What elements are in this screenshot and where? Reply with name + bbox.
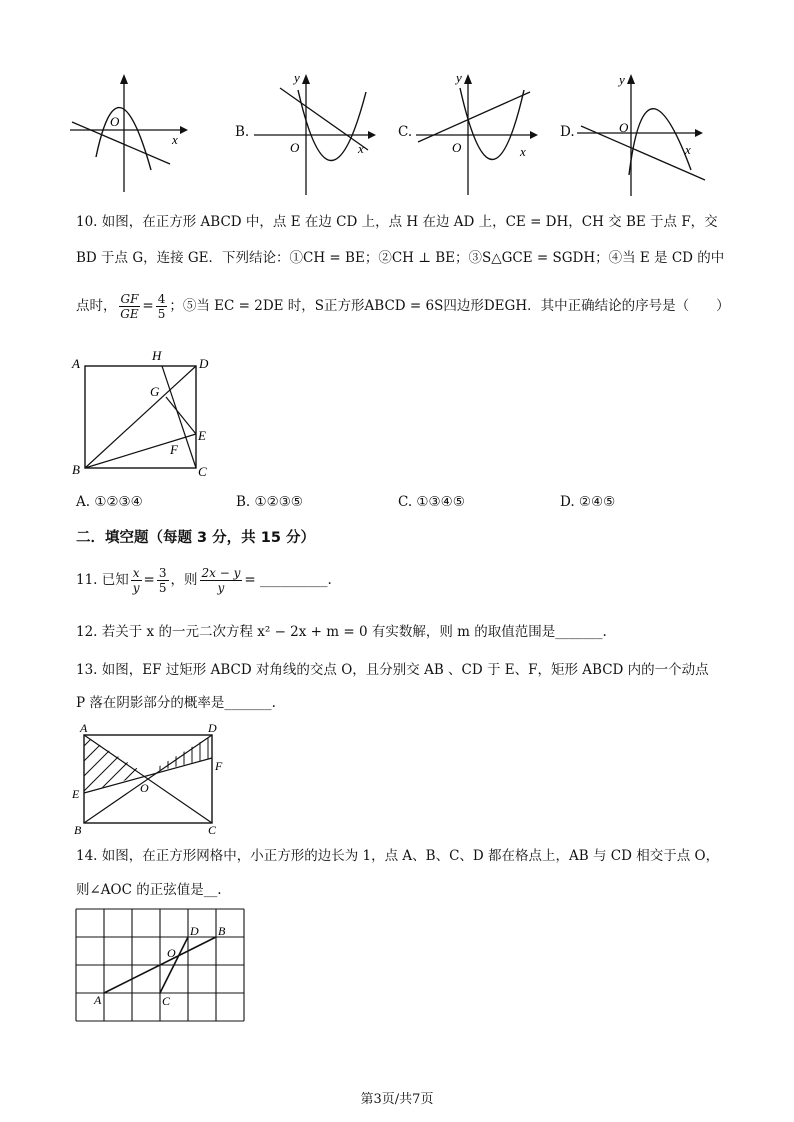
- q10-option-b: B. ①②③⑤: [236, 494, 303, 510]
- q13-label-d: D: [208, 721, 217, 735]
- q10-line-3-prefix: 点时，: [76, 298, 117, 314]
- q9d-y-label: y: [619, 72, 625, 87]
- page-footer: 第3页/共7页: [360, 1092, 434, 1107]
- q9-option-c: C.: [398, 124, 413, 140]
- q9c-x-label: x: [520, 144, 526, 159]
- q9-graph-d: [573, 70, 711, 200]
- q11-f3-num: 2x − y: [201, 566, 241, 580]
- q10-line-2: BD 于点 G，连接 GE．下列结论：①CH = BE；②CH ⊥ BE；③S△GCE = SGDH；④当 E 是 CD 的中: [76, 250, 725, 266]
- q10-frac1-num: GF: [120, 292, 139, 306]
- q9-option-b: B.: [235, 124, 250, 140]
- q10-label-f: F: [170, 442, 178, 457]
- q10-fraction-4-5: [156, 292, 168, 321]
- q10-option-d: D. ②④⑤: [560, 494, 616, 510]
- q9-option-d: D.: [560, 124, 575, 140]
- q11-fraction-x-y: [131, 566, 142, 595]
- q10-figure-square: [70, 346, 220, 482]
- q10-frac1-den: GE: [120, 307, 139, 321]
- q9-graph-c: [412, 70, 547, 198]
- q11-f3-den: y: [217, 581, 225, 595]
- q13-line-1: 13. 如图，EF 过矩形 ABCD 对角线的交点 O，且分别交 AB 、CD 于 E、F，矩形 ABCD 内的一个动点: [76, 662, 709, 678]
- q13-line-2: P 落在阴影部分的概率是_______.: [76, 695, 276, 711]
- q11-suffix: = __________.: [244, 572, 332, 588]
- q10-label-b: B: [72, 462, 80, 477]
- q10-label-g: G: [150, 384, 160, 399]
- q14-line-2: 则∠AOC 的正弦值是__.: [76, 882, 222, 898]
- q10-line-3: [76, 292, 730, 321]
- q14-label-b: B: [218, 924, 226, 938]
- q14-label-d: D: [190, 924, 199, 938]
- q11-f2-den: 5: [158, 581, 167, 595]
- q9c-origin: O: [452, 140, 462, 155]
- q10-frac2-num: 4: [157, 292, 166, 306]
- q10-fraction-gf-ge: [119, 292, 141, 321]
- q14-figure-grid: [70, 904, 250, 1026]
- q9d-origin: O: [619, 120, 629, 135]
- q13-label-o: O: [140, 781, 149, 795]
- q10-eq: =: [142, 298, 154, 314]
- q11-eq: =: [143, 572, 155, 588]
- q9-graph-b: [250, 70, 385, 198]
- q9a-x-label: x: [172, 132, 178, 147]
- q11-mid: ，则: [170, 572, 198, 588]
- q13-label-a: A: [80, 721, 88, 735]
- q11-f1-den: y: [132, 581, 140, 595]
- q14-label-c: C: [162, 994, 171, 1008]
- q10-line-1: 10. 如图，在正方形 ABCD 中，点 E 在边 CD 上，点 H 在边 AD 上，CE = DH，CH 交 BE 于点 F，交: [76, 214, 718, 230]
- q9c-y-label: y: [456, 70, 462, 85]
- q10-label-e: E: [198, 428, 206, 443]
- q10-option-a: A. ①②③④: [76, 494, 143, 510]
- q11-fraction-expression: [200, 566, 243, 595]
- q14-label-o: O: [167, 946, 176, 960]
- q12-line: 12. 若关于 x 的一元二次方程 x² − 2x + m = 0 有实数解，则 m 的取值范围是_______.: [76, 624, 607, 640]
- q9b-x-label: x: [358, 141, 364, 156]
- q10-line-3-suffix: ；⑤当 EC = 2DE 时，S正方形ABCD = 6S四边形DEGH．其中正确结论的序号是（ ）: [169, 298, 730, 314]
- q10-option-c: C. ①③④⑤: [398, 494, 465, 510]
- q13-label-c: C: [208, 823, 217, 837]
- q11-f2-num: 3: [158, 566, 167, 580]
- q10-label-h: H: [152, 348, 162, 363]
- q10-label-c: C: [198, 464, 207, 479]
- q9-graph-a: [66, 72, 196, 197]
- q9b-y-label: y: [294, 70, 300, 85]
- q14-label-a: A: [94, 993, 102, 1007]
- q9b-origin: O: [290, 140, 300, 155]
- q11-line: [76, 566, 332, 595]
- q10-label-a: A: [72, 356, 80, 371]
- q13-label-b: B: [74, 823, 82, 837]
- q9a-origin: O: [110, 114, 120, 129]
- q10-label-d: D: [199, 356, 209, 371]
- q10-frac2-den: 5: [157, 307, 166, 321]
- q9d-x-label: x: [685, 142, 691, 157]
- section-2-heading: 二．填空题（每题 3 分，共 15 分）: [76, 530, 315, 546]
- q11-f1-num: x: [132, 566, 140, 580]
- q14-line-1: 14. 如图，在正方形网格中，小正方形的边长为 1，点 A、B、C、D 都在格点上，AB 与 CD 相交于点 O，: [76, 848, 720, 864]
- q13-label-e: E: [72, 787, 80, 801]
- q11-prefix: 11. 已知: [76, 572, 129, 588]
- q13-label-f: F: [215, 759, 223, 773]
- q13-figure-rectangle: [70, 720, 230, 838]
- q11-fraction-3-5: [157, 566, 169, 595]
